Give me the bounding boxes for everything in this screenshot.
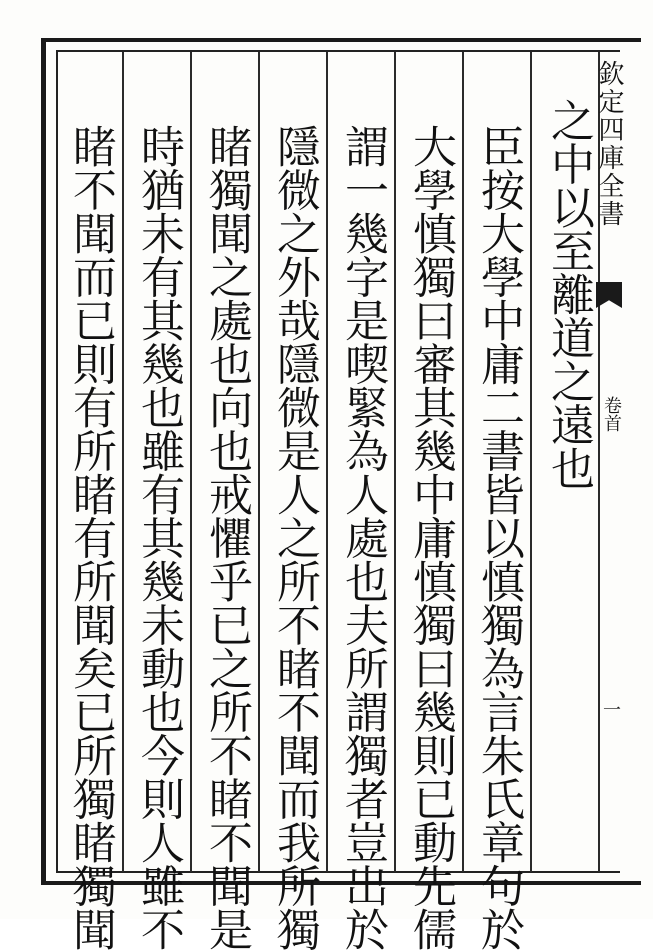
- column-rule: [190, 52, 192, 872]
- text-column-2: 臣按大學中庸二書皆以慎獨為言朱氏章句於: [473, 124, 524, 951]
- text-column-6: 睹獨聞之處也向也戒懼乎已之所不睹不聞是: [201, 124, 252, 951]
- text-column-3: 大學慎獨曰審其幾中庸慎獨曰幾則已動先儒: [405, 124, 456, 951]
- column-rule: [394, 52, 396, 872]
- margin-page-number: 一: [600, 700, 621, 718]
- margin-juan: 卷首: [601, 396, 622, 432]
- column-rule: [326, 52, 328, 872]
- column-rule: [258, 52, 260, 872]
- margin-title: 欽定四庫全書: [594, 60, 624, 228]
- text-column-4: 謂一幾字是喫緊為人處也夫所謂獨者豈出於: [337, 124, 388, 951]
- text-column-1: 之中以至離道之遠也: [543, 98, 594, 490]
- text-column-5: 隱微之外哉隱微是人之所不睹不聞而我所獨: [269, 124, 320, 951]
- inner-border-left: [56, 50, 58, 872]
- text-column-8: 睹不聞而已則有所睹有所聞矣已所獨睹獨聞: [65, 124, 116, 951]
- text-column-7: 時猶未有其幾也雖有其幾未動也今則人雖不: [133, 124, 184, 951]
- column-rule: [530, 52, 532, 872]
- inner-border-top: [56, 50, 620, 52]
- column-rule: [462, 52, 464, 872]
- column-rule: [122, 52, 124, 872]
